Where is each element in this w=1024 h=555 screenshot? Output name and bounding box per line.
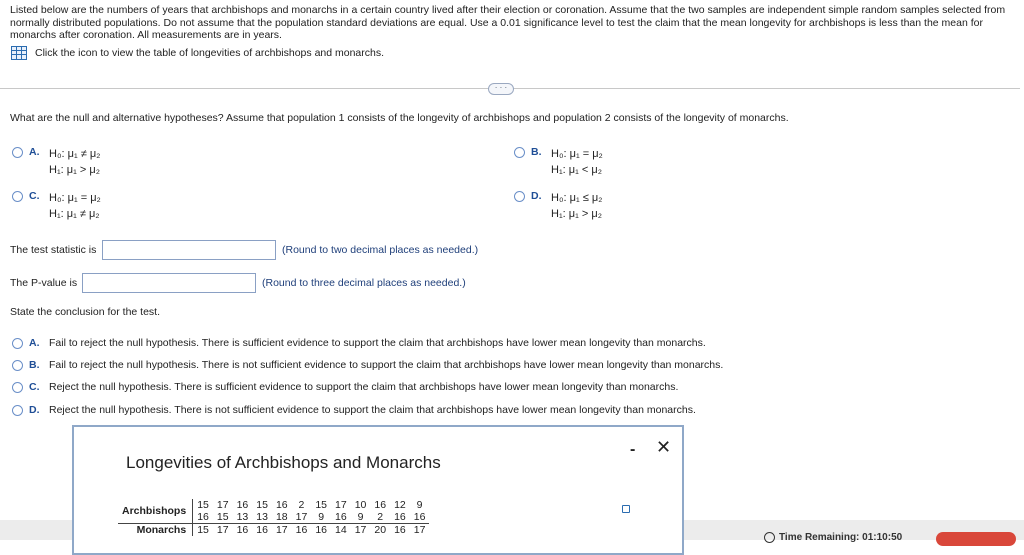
table-cell: 9 — [357, 511, 364, 523]
submit-button[interactable] — [936, 532, 1016, 546]
table-icon[interactable] — [11, 46, 27, 60]
time-remaining-text: Time Remaining: 01:10:50 — [779, 532, 903, 543]
table-cell: 16 — [236, 499, 249, 511]
row-header-monarchs: Monarchs — [118, 524, 193, 537]
table-cell: 17 — [410, 524, 430, 537]
hypothesis-option-d[interactable]: D. H₀: μ₁ ≤ μ₂ H₁: μ₁ > μ₂ — [514, 190, 602, 222]
radio-c[interactable] — [12, 191, 23, 202]
table-cell: 17 — [213, 524, 233, 537]
table-cell: 15 — [197, 499, 209, 511]
conclusion-radio-c[interactable] — [12, 382, 23, 393]
table-cell: 16 — [197, 511, 209, 523]
radio-b[interactable] — [514, 147, 525, 158]
table-cell: 10 — [354, 499, 367, 511]
conclusion-label: State the conclusion for the test. — [10, 306, 161, 318]
test-statistic-input[interactable] — [102, 240, 276, 260]
test-statistic-note: (Round to two decimal places as needed.) — [282, 244, 479, 256]
test-statistic-label: The test statistic is — [10, 244, 97, 256]
table-cell: 18 — [275, 511, 288, 523]
view-table-link[interactable] — [11, 46, 384, 60]
table-cell: 16 — [311, 524, 331, 537]
conclusion-b-text: Fail to reject the null hypothesis. There is not sufficient evidence to support the claim that archbishops have lower mean longevity than monarchs. — [49, 359, 724, 371]
option-d-h1: H₁: μ₁ > μ₂ — [551, 208, 602, 220]
option-a-h1: H₁: μ₁ > μ₂ — [49, 164, 100, 176]
table-cell: 14 — [331, 524, 351, 537]
hypotheses-question: What are the null and alternative hypotheses? Assume that population 1 consists of the longevity of archbishops and population 2 consists of the longevity of monarchs. — [10, 112, 789, 124]
dialog-title: Longevities of Archbishops and Monarchs — [126, 453, 441, 472]
conclusion-option-d[interactable]: D. Reject the null hypothesis. There is not sufficient evidence to support the claim that archbishops have lower mean longevity than monarchs. — [12, 404, 696, 416]
table-cell: 9 — [416, 499, 423, 511]
table-cell: 17 — [216, 499, 229, 511]
option-a-h0: H₀: μ₁ ≠ μ₂ — [49, 148, 101, 160]
table-row — [118, 499, 429, 511]
table-cell: 2 — [377, 511, 384, 523]
table-cell: 15 — [315, 499, 327, 511]
table-cell: 16 — [275, 499, 288, 511]
conclusion-option-a[interactable]: A. Fail to reject the null hypothesis. There is sufficient evidence to support the claim that archbishops have lower mean longevity than monarchs. — [12, 337, 706, 349]
radio-d[interactable] — [514, 191, 525, 202]
p-value-input[interactable] — [82, 273, 256, 293]
hypothesis-option-a[interactable]: A. H₀: μ₁ ≠ μ₂ H₁: μ₁ > μ₂ — [12, 146, 100, 178]
table-row — [118, 524, 429, 537]
table-cell: 17 — [351, 524, 371, 537]
table-cell: 16 — [233, 524, 253, 537]
conclusion-option-b[interactable]: B. Fail to reject the null hypothesis. There is not sufficient evidence to support the claim that archbishops have lower mean longevity than monarchs. — [12, 359, 723, 371]
conclusion-d-text: Reject the null hypothesis. There is not sufficient evidence to support the claim that archbishops have lower mean longevity than monarchs. — [49, 404, 696, 416]
table-cell: 9 — [318, 511, 325, 523]
p-value-note: (Round to three decimal places as needed.) — [262, 277, 466, 289]
option-b-h1: H₁: μ₁ < μ₂ — [551, 164, 602, 176]
conclusion-radio-d[interactable] — [12, 405, 23, 416]
hypothesis-option-c[interactable]: C. H₀: μ₁ = μ₂ H₁: μ₁ ≠ μ₂ — [12, 190, 101, 222]
conclusion-option-c[interactable]: C. Reject the null hypothesis. There is sufficient evidence to support the claim that archbishops have lower mean longevity than monarchs. — [12, 381, 678, 393]
table-cell: 12 — [394, 499, 406, 511]
p-value-label: The P-value is — [10, 277, 78, 289]
table-cell: 13 — [236, 511, 249, 523]
option-c-h1: H₁: μ₁ ≠ μ₂ — [49, 208, 100, 220]
clock-icon — [764, 532, 775, 543]
table-cell: 13 — [256, 511, 268, 523]
table-cell: 16 — [413, 511, 426, 523]
conclusion-a-text: Fail to reject the null hypothesis. There is sufficient evidence to support the claim that archbishops have lower mean longevity than monarchs. — [49, 337, 706, 349]
copy-icon[interactable] — [622, 505, 630, 513]
row-header-archbishops: Archbishops — [118, 499, 193, 524]
conclusion-radio-b[interactable] — [12, 360, 23, 371]
option-c-h0: H₀: μ₁ = μ₂ — [49, 192, 101, 204]
table-cell: 16 — [374, 499, 387, 511]
time-remaining — [764, 532, 902, 543]
table-cell: 15 — [193, 524, 213, 537]
table-cell: 16 — [292, 524, 312, 537]
table-cell: 15 — [216, 511, 229, 523]
table-cell: 17 — [295, 511, 308, 523]
table-cell: 15 — [256, 499, 268, 511]
table-cell: 16 — [335, 511, 347, 523]
expand-button[interactable]: · · · — [488, 83, 514, 95]
table-cell: 17 — [272, 524, 292, 537]
option-b-h0: H₀: μ₁ = μ₂ — [551, 148, 603, 160]
table-cell: 17 — [335, 499, 347, 511]
minimize-icon[interactable]: - — [630, 441, 636, 458]
view-table-link-text[interactable]: Click the icon to view the table of longevities of archbishops and monarchs. — [35, 47, 385, 59]
conclusion-c-text: Reject the null hypothesis. There is sufficient evidence to support the claim that archbishops have lower mean longevity than monarchs. — [49, 381, 679, 393]
hypothesis-option-b[interactable]: B. H₀: μ₁ = μ₂ H₁: μ₁ < μ₂ — [514, 146, 603, 178]
table-cell: 2 — [298, 499, 305, 511]
table-cell: 20 — [370, 524, 390, 537]
table-cell: 16 — [252, 524, 272, 537]
table-cell: 16 — [394, 511, 406, 523]
table-cell: 16 — [390, 524, 410, 537]
radio-a[interactable] — [12, 147, 23, 158]
problem-statement: Listed below are the numbers of years that archbishops and monarchs in a certain country lived after their election or coronation. Assume that the two samples are independent simple random samples selected from normally distributed populations. Do not assume that the population standard deviations are equal. Use a 0.01 significance level to test the claim that the mean longevity for archbishops is less than the mean for monarchs after coronation. All measurements are in years. — [10, 4, 1006, 41]
option-d-h0: H₀: μ₁ ≤ μ₂ — [551, 192, 603, 204]
longevity-table-dialog — [72, 425, 684, 555]
conclusion-radio-a[interactable] — [12, 338, 23, 349]
longevity-table — [118, 499, 429, 536]
close-icon[interactable]: ✕ — [656, 437, 672, 457]
